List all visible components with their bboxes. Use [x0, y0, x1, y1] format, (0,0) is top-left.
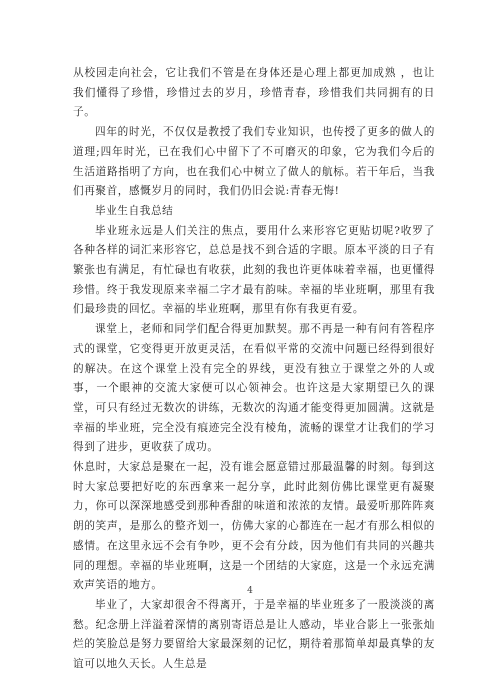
paragraph-6: 毕业了，大家却很舍不得离开，于是幸福的毕业班多了一股淡淡的离愁。纪念册上洋溢着深情的离别寄语总是让人感动，毕业合影上一张张灿烂的笑脸总是努力要留给大家最深刻的记忆，期待着那简单却最真挚的友谊可以地久天长。人生总是: [73, 598, 435, 671]
paragraph-5: 休息时，大家总是聚在一起，没有谁会愿意错过那最温馨的时刻。每到这时大家总要把好吃的东西拿来一起分享，此时此刻仿佛比课堂更有凝聚力，你可以深深地感受到那种香甜的味道和浓浓的友情。最爱听那阵阵爽朗的笑声，是那么的整齐划一，仿佛大家的心都连在一起才有那么相似的感情。在这里永远不会有争吵，更不会有分歧，因为他们有共同的兴趣共同的理想。幸福的毕业班啊，这是一个团结的大家庭，这是一个永远充满欢声笑语的地方。: [73, 461, 435, 592]
section-heading: 毕业生自我总结: [95, 204, 174, 217]
paragraph-4: 课堂上，老师和同学们配合得更加默契。那不再是一种有问有答程序式的课堂，它变得更开放更灵活，在看似平常的交流中问题已经得到很好的解决。在这个课堂上没有完全的界线，更没有独立于课堂之外的人或事，一个眼神的交流大家便可以心领神会。也许这是大家期望已久的课堂，可只有经过无数次的讲练，无数次的沟通才能变得更加圆满。这就是幸福的毕业班，完全没有痕迹完全没有棱角，流畅的课堂才让我们的学习得到了进步，更收获了成功。: [73, 323, 435, 454]
document-body: [73, 64, 435, 675]
paragraph-2: 四年的时光，不仅仅是教授了我们专业知识，也传授了更多的做人的道理;四年时光，已在我们心中留下了不可磨灭的印象，它为我们今后的生活道路指明了方向，也在我们心中树立了做人的航标。若干年后，当我们再聚首，感慨岁月的同时，我们仍旧会说:青春无悔!: [73, 126, 435, 198]
page-number: 4: [247, 586, 253, 596]
paragraph-1: 从校园走向社会，它让我们不管是在身体还是心理上都更加成熟 ，也让我们懂得了珍惜，珍惜过去的岁月，珍惜青春，珍惜我们共同拥有的日子。: [73, 67, 435, 119]
paragraph-3: 毕业班永远是人们关注的焦点，要用什么来形容它更贴切呢?收罗了各种各样的词汇来形容它，总总是找不到合适的字眼。原本平淡的日子有繁张也有满足，有忙碌也有收获，此刻的我也许更体味着幸福，也更懂得珍惜。终于我发现原来幸福二字才最有韵味。幸福的毕业班啊，那里有我们最珍贵的回忆。幸福的毕业班啊，那里有你有我更有爱。: [73, 224, 435, 316]
